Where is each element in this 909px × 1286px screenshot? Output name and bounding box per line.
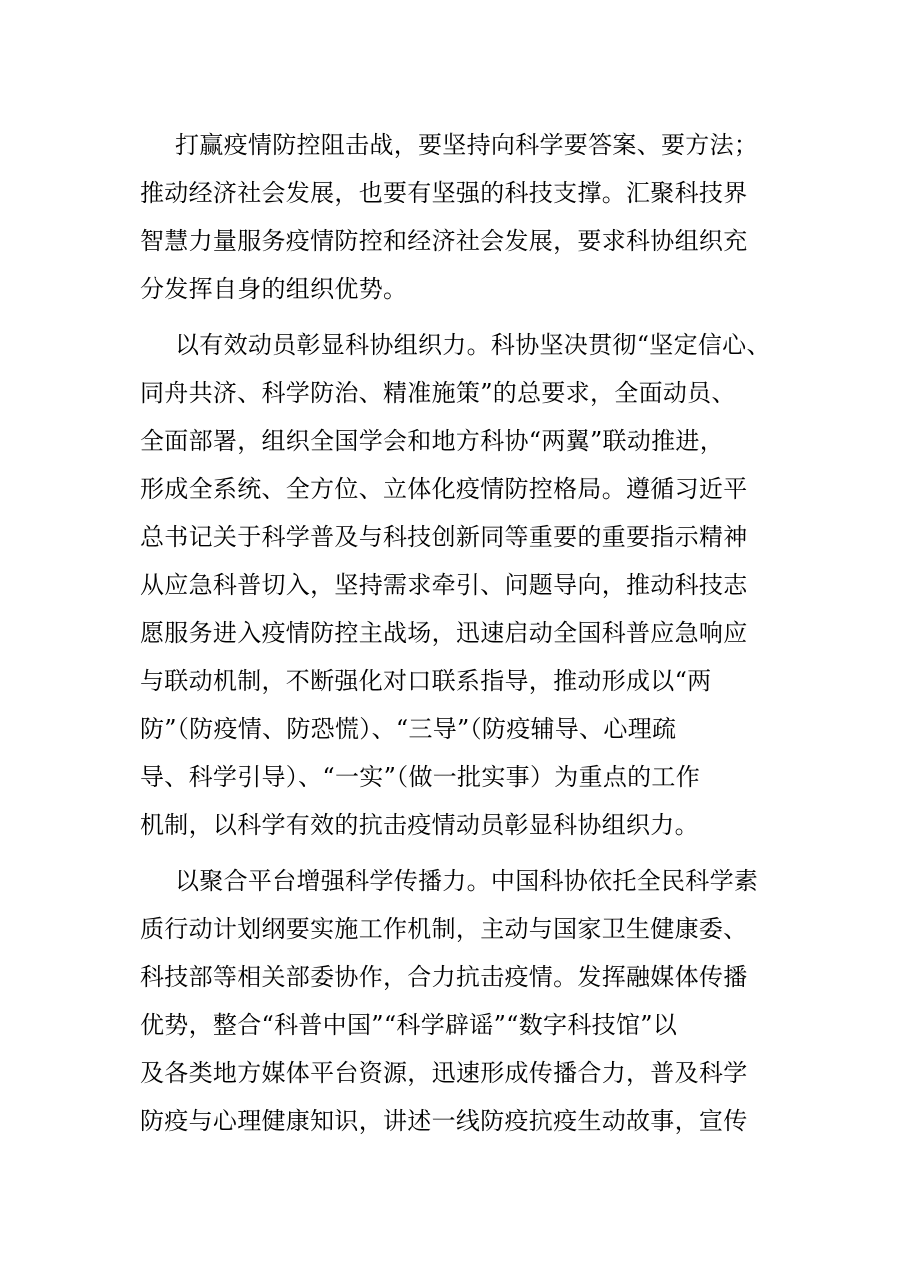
paragraph-line: 与联动机制，不断强化对口联系指导，推动形成以“两 [140,667,712,695]
paragraph-line: 质行动计划纲要实施工作机制，主动与国家卫生健康委、 [140,915,748,943]
paragraph-line: 分发挥自身的组织优势。 [140,275,408,303]
paragraph-line: 形成全系统、全方位、立体化疫情防控格局。遵循习近平 [140,475,748,503]
paragraph-line: 打赢疫情防控阻击战，要坚持向科学要答案、要方法； [175,131,759,159]
paragraph-line: 导、科学引导）、“一实”（做一批实事）为重点的工作 [140,763,701,791]
paragraph-line: 智慧力量服务疫情防控和经济社会发展，要求科协组织充 [140,227,748,255]
paragraph-line: 科技部等相关部委协作，合力抗击疫情。发挥融媒体传播 [140,963,748,991]
paragraph-line: 防疫与心理健康知识，讲述一线防疫抗疫生动故事，宣传 [140,1107,748,1135]
paragraph-line: 以有效动员彰显科协组织力。科协坚决贯彻“坚定信心、 [175,331,771,359]
paragraph-line: 优势，整合“科普中国”“科学辟谣”“数字科技馆”以 [140,1011,678,1039]
paragraph-line: 及各类地方媒体平台资源，迅速形成传播合力，普及科学 [140,1059,748,1087]
paragraph-line: 机制，以科学有效的抗击疫情动员彰显科协组织力。 [140,811,699,839]
paragraph-line: 以聚合平台增强科学传播力。中国科协依托全民科学素 [175,867,759,895]
paragraph-line: 总书记关于科学普及与科技创新同等重要的重要指示精神 [140,523,748,551]
paragraph-line: 推动经济社会发展，也要有坚强的科技支撑。汇聚科技界 [140,179,748,207]
paragraph-line: 愿服务进入疫情防控主战场，迅速启动全国科普应急响应 [140,619,748,647]
paragraph-line: 从应急科普切入，坚持需求牵引、问题导向，推动科技志 [140,571,748,599]
paragraph-line: 防”（防疫情、防恐慌）、“三导”（防疫辅导、心理疏 [140,715,677,743]
paragraph-line: 全面部署，组织全国学会和地方科协“两翼”联动推进， [140,427,725,455]
paragraph-line: 同舟共济、科学防治、精准施策”的总要求，全面动员、 [140,379,736,407]
